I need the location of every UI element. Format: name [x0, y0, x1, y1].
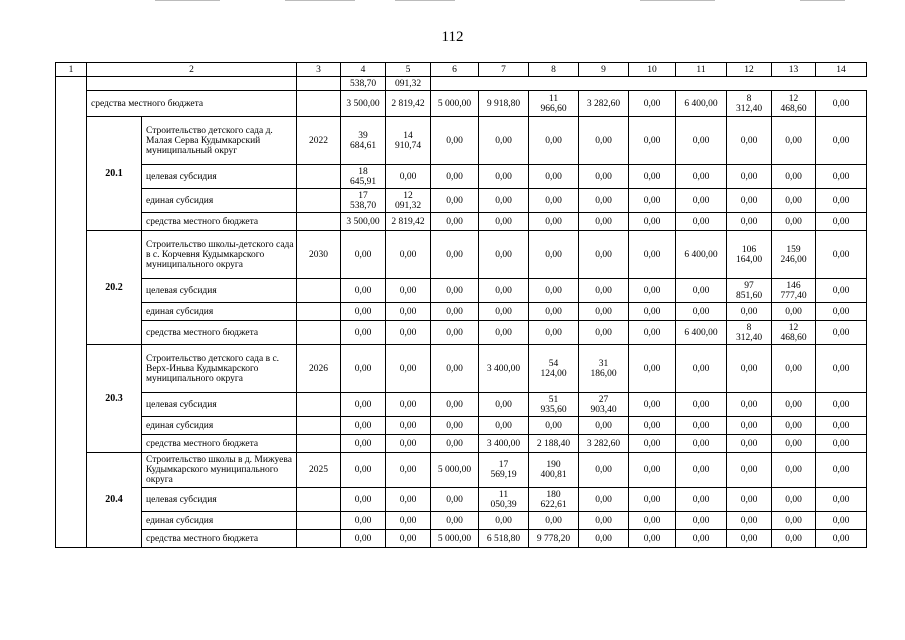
- label-cell: [87, 77, 297, 91]
- value-cell: 0,00: [676, 488, 727, 512]
- value-cell: 0,00: [629, 393, 676, 417]
- year-cell: [297, 189, 341, 213]
- value-cell: 27 903,40: [579, 393, 629, 417]
- carry-over-row: [56, 77, 867, 91]
- value-cell: 538,70: [341, 77, 386, 91]
- value-cell: 18 645,91: [341, 165, 386, 189]
- value-cell: 0,00: [431, 303, 479, 321]
- value-cell: 0,00: [579, 165, 629, 189]
- value-cell: 0,00: [727, 213, 772, 231]
- value-cell: 0,00: [431, 488, 479, 512]
- header-cell: 2: [87, 63, 297, 77]
- funding-row: [56, 321, 867, 345]
- value-cell: 14 910,74: [386, 117, 431, 165]
- value-cell: 11 966,60: [529, 91, 579, 117]
- value-cell: 0,00: [431, 393, 479, 417]
- value-cell: 6 400,00: [676, 231, 727, 279]
- project-row: [56, 345, 867, 393]
- value-cell: 0,00: [772, 512, 816, 530]
- value-cell: 0,00: [431, 117, 479, 165]
- value-cell: 0,00: [579, 417, 629, 435]
- header-cell: 3: [297, 63, 341, 77]
- value-cell: 0,00: [341, 279, 386, 303]
- value-cell: 3 400,00: [479, 435, 529, 453]
- value-cell: 0,00: [816, 91, 867, 117]
- value-cell: 0,00: [772, 189, 816, 213]
- value-cell: 0,00: [579, 303, 629, 321]
- value-cell: 0,00: [629, 279, 676, 303]
- value-cell: [816, 77, 867, 91]
- group-index: 20.3: [87, 345, 142, 453]
- value-cell: [629, 77, 676, 91]
- value-cell: 0,00: [629, 165, 676, 189]
- value-cell: 2 819,42: [386, 213, 431, 231]
- value-cell: 0,00: [772, 453, 816, 488]
- value-cell: 0,00: [341, 488, 386, 512]
- value-cell: 0,00: [579, 530, 629, 548]
- value-cell: 0,00: [431, 512, 479, 530]
- value-cell: 0,00: [816, 279, 867, 303]
- value-cell: 0,00: [386, 512, 431, 530]
- value-cell: 190 400,81: [529, 453, 579, 488]
- value-cell: 180 622,61: [529, 488, 579, 512]
- value-cell: 0,00: [579, 231, 629, 279]
- value-cell: 0,00: [431, 279, 479, 303]
- value-cell: 146 777,40: [772, 279, 816, 303]
- value-cell: 3 500,00: [341, 91, 386, 117]
- year-cell: [297, 279, 341, 303]
- value-cell: 0,00: [727, 530, 772, 548]
- value-cell: 0,00: [579, 321, 629, 345]
- value-cell: 3 282,60: [579, 91, 629, 117]
- row-label: средства местного бюджета: [142, 321, 297, 345]
- header-cell: 13: [772, 63, 816, 77]
- value-cell: 0,00: [341, 345, 386, 393]
- value-cell: 0,00: [386, 393, 431, 417]
- header-cell: 10: [629, 63, 676, 77]
- value-cell: 0,00: [727, 165, 772, 189]
- row-label: целевая субсидия: [142, 393, 297, 417]
- value-cell: 0,00: [676, 165, 727, 189]
- value-cell: 0,00: [579, 213, 629, 231]
- project-row: [56, 453, 867, 488]
- value-cell: 0,00: [772, 417, 816, 435]
- row-label: средства местного бюджета: [142, 435, 297, 453]
- value-cell: 0,00: [816, 512, 867, 530]
- value-cell: 12 091,32: [386, 189, 431, 213]
- value-cell: 12 468,60: [772, 91, 816, 117]
- value-cell: 0,00: [676, 189, 727, 213]
- value-cell: 0,00: [772, 165, 816, 189]
- value-cell: 106 164,00: [727, 231, 772, 279]
- value-cell: 0,00: [386, 530, 431, 548]
- value-cell: 0,00: [431, 435, 479, 453]
- value-cell: 0,00: [341, 231, 386, 279]
- value-cell: 0,00: [479, 117, 529, 165]
- year-cell: [297, 321, 341, 345]
- value-cell: 31 186,00: [579, 345, 629, 393]
- value-cell: 0,00: [579, 488, 629, 512]
- header-cell: 14: [816, 63, 867, 77]
- row-label: средства местного бюджета: [87, 91, 297, 117]
- value-cell: 0,00: [816, 453, 867, 488]
- scan-edge-line: [395, 0, 455, 1]
- value-cell: 0,00: [772, 213, 816, 231]
- year-cell: [297, 165, 341, 189]
- value-cell: 0,00: [629, 530, 676, 548]
- table-body: [56, 63, 867, 548]
- value-cell: [479, 77, 529, 91]
- value-cell: 0,00: [676, 213, 727, 231]
- value-cell: 0,00: [386, 231, 431, 279]
- header-cell: 7: [479, 63, 529, 77]
- row-label: средства местного бюджета: [142, 530, 297, 548]
- value-cell: 0,00: [727, 345, 772, 393]
- value-cell: 0,00: [341, 512, 386, 530]
- value-cell: 0,00: [772, 303, 816, 321]
- value-cell: 0,00: [629, 435, 676, 453]
- value-cell: 3 400,00: [479, 345, 529, 393]
- value-cell: 0,00: [629, 321, 676, 345]
- funding-row: [56, 189, 867, 213]
- value-cell: 0,00: [431, 213, 479, 231]
- value-cell: 0,00: [431, 321, 479, 345]
- left-gutter-cell: [56, 77, 87, 548]
- value-cell: 0,00: [676, 345, 727, 393]
- value-cell: 0,00: [529, 213, 579, 231]
- value-cell: 0,00: [772, 530, 816, 548]
- scan-edge-line: [800, 0, 845, 1]
- funding-row: [56, 512, 867, 530]
- value-cell: 0,00: [816, 417, 867, 435]
- value-cell: 0,00: [386, 279, 431, 303]
- value-cell: 0,00: [629, 213, 676, 231]
- funding-row: [56, 393, 867, 417]
- value-cell: 0,00: [816, 303, 867, 321]
- value-cell: 0,00: [386, 417, 431, 435]
- value-cell: 97 851,60: [727, 279, 772, 303]
- value-cell: 0,00: [727, 117, 772, 165]
- value-cell: 8 312,40: [727, 321, 772, 345]
- value-cell: 0,00: [579, 512, 629, 530]
- page-number: 112: [441, 29, 464, 45]
- year-cell: [297, 91, 341, 117]
- year-cell: 2025: [297, 453, 341, 488]
- header-cell: 8: [529, 63, 579, 77]
- value-cell: 5 000,00: [431, 91, 479, 117]
- value-cell: 0,00: [529, 303, 579, 321]
- value-cell: 0,00: [431, 345, 479, 393]
- value-cell: 0,00: [579, 189, 629, 213]
- value-cell: 0,00: [772, 345, 816, 393]
- value-cell: 0,00: [816, 231, 867, 279]
- value-cell: 0,00: [579, 279, 629, 303]
- value-cell: 0,00: [676, 530, 727, 548]
- value-cell: 39 684,61: [341, 117, 386, 165]
- value-cell: [431, 77, 479, 91]
- value-cell: 0,00: [816, 488, 867, 512]
- value-cell: 5 000,00: [431, 530, 479, 548]
- value-cell: 0,00: [629, 303, 676, 321]
- value-cell: 0,00: [772, 117, 816, 165]
- value-cell: 0,00: [341, 435, 386, 453]
- value-cell: 9 918,80: [479, 91, 529, 117]
- value-cell: 0,00: [629, 345, 676, 393]
- funding-row: [56, 435, 867, 453]
- value-cell: 0,00: [341, 393, 386, 417]
- value-cell: 0,00: [629, 117, 676, 165]
- value-cell: 2 819,42: [386, 91, 431, 117]
- value-cell: 0,00: [479, 393, 529, 417]
- value-cell: 0,00: [386, 453, 431, 488]
- value-cell: 6 400,00: [676, 91, 727, 117]
- scan-edge-line: [285, 0, 355, 1]
- value-cell: [529, 77, 579, 91]
- header-row: [56, 63, 867, 77]
- value-cell: 0,00: [816, 165, 867, 189]
- group-index: 20.2: [87, 231, 142, 345]
- value-cell: 0,00: [727, 393, 772, 417]
- year-cell: [297, 393, 341, 417]
- value-cell: 17 569,19: [479, 453, 529, 488]
- value-cell: 0,00: [386, 345, 431, 393]
- year-cell: [297, 530, 341, 548]
- value-cell: 0,00: [816, 213, 867, 231]
- row-label: единая субсидия: [142, 417, 297, 435]
- value-cell: 0,00: [479, 321, 529, 345]
- group-index: 20.1: [87, 117, 142, 231]
- year-cell: [297, 435, 341, 453]
- value-cell: 0,00: [676, 279, 727, 303]
- value-cell: [676, 77, 727, 91]
- value-cell: 9 778,20: [529, 530, 579, 548]
- value-cell: 0,00: [816, 189, 867, 213]
- funding-row: [56, 488, 867, 512]
- value-cell: 0,00: [386, 488, 431, 512]
- funding-row: [56, 303, 867, 321]
- row-label: Строительство детского сада в с. Верх-Иньва Кудымкарского муниципального округа: [142, 345, 297, 393]
- value-cell: 17 538,70: [341, 189, 386, 213]
- project-row: [56, 231, 867, 279]
- year-cell: [297, 77, 341, 91]
- year-cell: [297, 512, 341, 530]
- value-cell: 0,00: [676, 435, 727, 453]
- value-cell: [579, 77, 629, 91]
- value-cell: 0,00: [479, 165, 529, 189]
- row-label: Строительство школы в д. Мижуева Кудымкарского муниципального округа: [142, 453, 297, 488]
- value-cell: 0,00: [431, 231, 479, 279]
- value-cell: 0,00: [816, 321, 867, 345]
- year-cell: [297, 213, 341, 231]
- value-cell: 54 124,00: [529, 345, 579, 393]
- value-cell: 0,00: [727, 435, 772, 453]
- value-cell: 6 518,80: [479, 530, 529, 548]
- value-cell: 0,00: [341, 417, 386, 435]
- value-cell: 0,00: [676, 512, 727, 530]
- value-cell: 0,00: [386, 435, 431, 453]
- value-cell: 159 246,00: [772, 231, 816, 279]
- value-cell: 0,00: [431, 189, 479, 213]
- row-label: целевая субсидия: [142, 488, 297, 512]
- value-cell: 0,00: [629, 488, 676, 512]
- value-cell: 0,00: [676, 117, 727, 165]
- value-cell: 0,00: [529, 417, 579, 435]
- row-label: единая субсидия: [142, 303, 297, 321]
- value-cell: 0,00: [727, 488, 772, 512]
- value-cell: 0,00: [676, 417, 727, 435]
- value-cell: 0,00: [629, 231, 676, 279]
- local-budget-total-row: [56, 91, 867, 117]
- row-label: целевая субсидия: [142, 279, 297, 303]
- value-cell: 0,00: [479, 279, 529, 303]
- value-cell: 0,00: [431, 417, 479, 435]
- header-cell: 1: [56, 63, 87, 77]
- value-cell: 0,00: [629, 91, 676, 117]
- value-cell: 0,00: [629, 512, 676, 530]
- value-cell: 0,00: [629, 453, 676, 488]
- value-cell: 0,00: [529, 231, 579, 279]
- value-cell: 0,00: [816, 435, 867, 453]
- funding-row: [56, 530, 867, 548]
- value-cell: 0,00: [386, 321, 431, 345]
- value-cell: 0,00: [816, 345, 867, 393]
- header-cell: 4: [341, 63, 386, 77]
- value-cell: 0,00: [727, 512, 772, 530]
- funding-row: [56, 213, 867, 231]
- value-cell: 0,00: [529, 165, 579, 189]
- year-cell: [297, 417, 341, 435]
- value-cell: 091,32: [386, 77, 431, 91]
- header-cell: 12: [727, 63, 772, 77]
- value-cell: 0,00: [431, 165, 479, 189]
- value-cell: 0,00: [479, 512, 529, 530]
- value-cell: 0,00: [386, 165, 431, 189]
- row-label: Строительство детского сада д. Малая Серва Кудымкарский муниципальный округ: [142, 117, 297, 165]
- value-cell: 3 500,00: [341, 213, 386, 231]
- value-cell: 0,00: [816, 117, 867, 165]
- value-cell: 0,00: [341, 321, 386, 345]
- row-label: средства местного бюджета: [142, 213, 297, 231]
- value-cell: 0,00: [529, 512, 579, 530]
- value-cell: 0,00: [579, 453, 629, 488]
- scan-edge-line: [155, 0, 220, 1]
- value-cell: 0,00: [341, 530, 386, 548]
- row-label: единая субсидия: [142, 512, 297, 530]
- value-cell: 0,00: [479, 189, 529, 213]
- budget-table: [55, 62, 867, 548]
- value-cell: 11 050,39: [479, 488, 529, 512]
- row-label: Строительство школы-детского сада в с. Корчевня Кудымкарского муниципального округа: [142, 231, 297, 279]
- value-cell: 0,00: [727, 417, 772, 435]
- value-cell: 5 000,00: [431, 453, 479, 488]
- year-cell: 2026: [297, 345, 341, 393]
- header-cell: 6: [431, 63, 479, 77]
- value-cell: 0,00: [676, 453, 727, 488]
- value-cell: 0,00: [529, 279, 579, 303]
- year-cell: [297, 303, 341, 321]
- row-label: целевая субсидия: [142, 165, 297, 189]
- value-cell: 0,00: [529, 189, 579, 213]
- value-cell: 3 282,60: [579, 435, 629, 453]
- value-cell: 0,00: [479, 213, 529, 231]
- value-cell: [727, 77, 772, 91]
- value-cell: 0,00: [772, 393, 816, 417]
- value-cell: 0,00: [727, 189, 772, 213]
- value-cell: 0,00: [816, 393, 867, 417]
- value-cell: 12 468,60: [772, 321, 816, 345]
- value-cell: 0,00: [386, 303, 431, 321]
- value-cell: 0,00: [479, 231, 529, 279]
- group-index: 20.4: [87, 453, 142, 548]
- value-cell: 0,00: [727, 303, 772, 321]
- value-cell: 0,00: [727, 453, 772, 488]
- value-cell: 0,00: [579, 117, 629, 165]
- value-cell: [772, 77, 816, 91]
- value-cell: 0,00: [529, 321, 579, 345]
- value-cell: 0,00: [629, 189, 676, 213]
- scan-edge-line: [640, 0, 715, 1]
- value-cell: 0,00: [479, 417, 529, 435]
- value-cell: 6 400,00: [676, 321, 727, 345]
- header-cell: 11: [676, 63, 727, 77]
- value-cell: 51 935,60: [529, 393, 579, 417]
- value-cell: 8 312,40: [727, 91, 772, 117]
- funding-row: [56, 165, 867, 189]
- value-cell: 0,00: [341, 453, 386, 488]
- value-cell: 0,00: [676, 303, 727, 321]
- year-cell: [297, 488, 341, 512]
- year-cell: 2030: [297, 231, 341, 279]
- value-cell: 0,00: [341, 303, 386, 321]
- funding-row: [56, 279, 867, 303]
- project-row: [56, 117, 867, 165]
- header-cell: 5: [386, 63, 431, 77]
- year-cell: 2022: [297, 117, 341, 165]
- value-cell: 2 188,40: [529, 435, 579, 453]
- value-cell: 0,00: [772, 435, 816, 453]
- value-cell: 0,00: [772, 488, 816, 512]
- row-label: единая субсидия: [142, 189, 297, 213]
- value-cell: 0,00: [479, 303, 529, 321]
- header-cell: 9: [579, 63, 629, 77]
- value-cell: 0,00: [629, 417, 676, 435]
- value-cell: 0,00: [529, 117, 579, 165]
- value-cell: 0,00: [816, 530, 867, 548]
- value-cell: 0,00: [676, 393, 727, 417]
- funding-row: [56, 417, 867, 435]
